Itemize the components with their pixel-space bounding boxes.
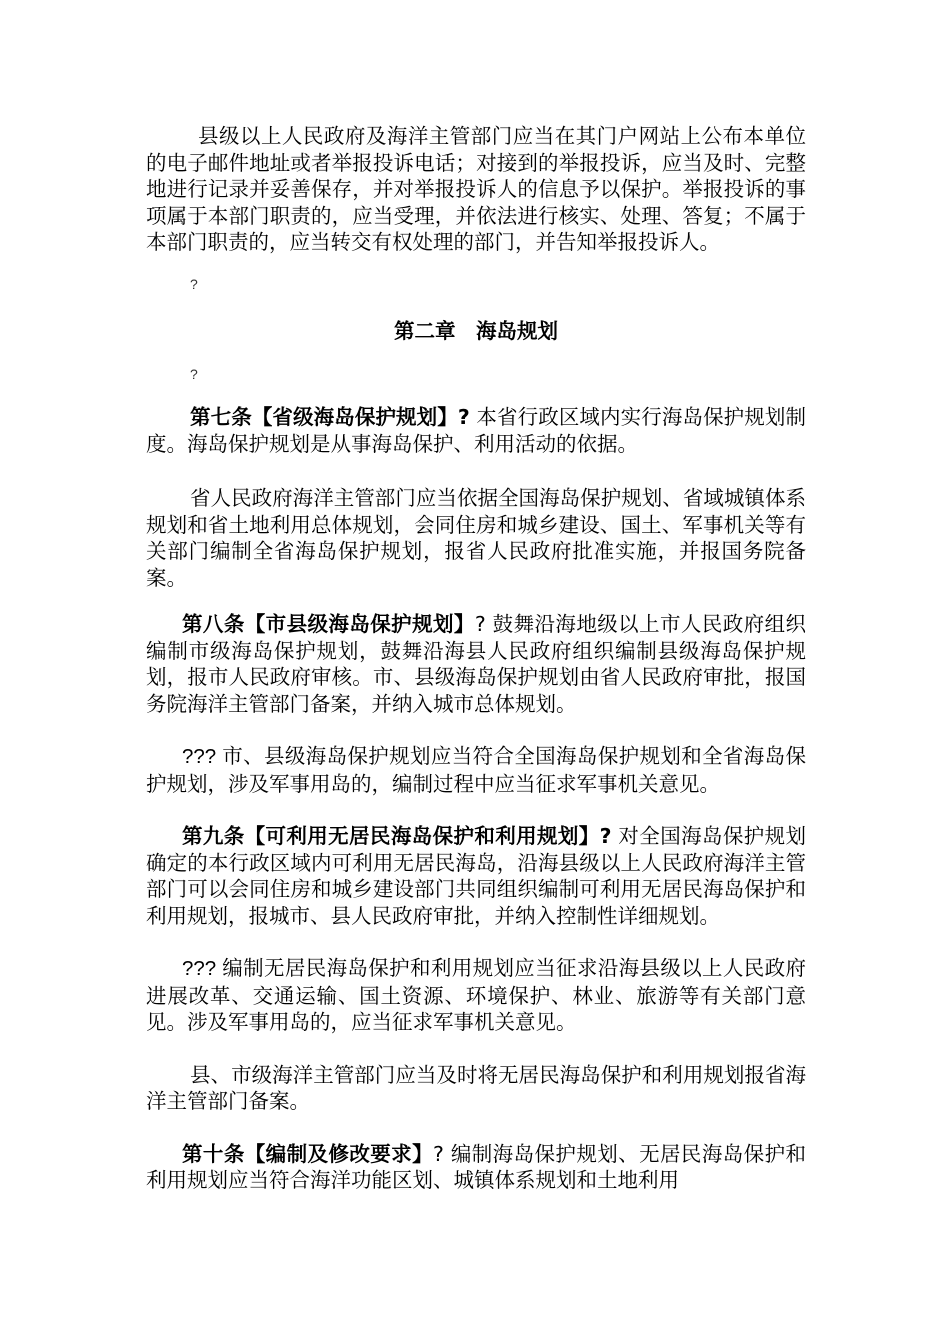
article-9-body: 对全国海岛保护规划确定的本行政区域内可利用无居民海岛，沿海县级以上人民政府海洋主管部门可以会同住房和城乡建设部门共同组织编制可利用无居民海岛保护和利用规划，报城市、县人民政府审批，并纳入控制性详细规划。 [146,824,806,928]
article-9-paragraph-3: 县、市级海洋主管部门应当及时将无居民海岛保护和利用规划报省海洋主管部门备案。 [146,1062,806,1113]
document-page [146,123,806,1194]
article-9-paragraph-2-body: 编制无居民海岛保护和利用规划应当征求沿海县级以上人民政府进展改革、交通运输、国土资源、环境保护、林业、旅游等有关部门意见。涉及军事用岛的，应当征求军事机关意见。 [146,956,806,1034]
article-8-paragraph-2 [146,743,806,797]
article-7-paragraph-2: 省人民政府海洋主管部门应当依据全国海岛保护规划、省域城镇体系规划和省土地利用总体规划，会同住房和城乡建设、国土、军事机关等有关部门编制全省海岛保护规划，报省人民政府批准实施，并报国务院备案。 [146,486,806,590]
article-8-paragraph-2-body: 市、县级海岛保护规划应当符合全国海岛保护规划和全省海岛保护规划，涉及军事用岛的，编制过程中应当征求军事机关意见。 [146,744,806,796]
article-9-title: 第九条【可利用无居民海岛保护和利用规划】? [182,824,612,848]
article-9 [146,823,806,929]
garbled-marker: ??? [182,745,223,768]
article-10-title: 第十条【编制及修改要求】 [182,1141,434,1166]
garbled-marker: ??? [182,957,223,980]
article-10 [146,1141,806,1194]
placeholder-marker: ? [190,366,198,382]
paragraph-complaint-handling: 县级以上人民政府及海洋主管部门应当在其门户网站上公布本单位的电子邮件地址或者举报投诉电话；对接到的举报投诉，应当及时、完整地进行记录并妥善保存，并对举报投诉人的信息予以保护。举报投诉的事项属于本部门职责的，应当受理，并依法进行核实、处理、答复；不属于本部门职责的，应当转交有权处理的部门，并告知举报投诉人。 [146,124,806,254]
article-9-paragraph-2 [146,955,806,1036]
article-8-title: 第八条【市县级海岛保护规划】 [182,612,475,636]
article-7-body: 本省行政区域内实行海岛保护规划制度。海岛保护规划是从事海岛保护、利用活动的依据。 [146,405,806,456]
article-8 [146,611,806,717]
article-10-body: ? 编制海岛保护规划、无居民海岛保护和利用规划应当符合海洋功能区划、城镇体系规划和土地利用 [146,1141,807,1192]
article-8-body: ? 鼓舞沿海地级以上市人民政府组织编制市级海岛保护规划，鼓舞沿海县人民政府组织编制县级海岛保护规划，报市人民政府审核。市、县级海岛保护规划由省人民政府审批，报国务院海洋主管部门备案，并纳入城市总体规划。 [146,612,806,716]
article-7 [146,404,806,457]
article-7-title: 第七条【省级海岛保护规划】? [190,405,470,429]
chapter-title: 第二章 海岛规划 [394,318,558,343]
placeholder-marker: ? [190,275,198,292]
